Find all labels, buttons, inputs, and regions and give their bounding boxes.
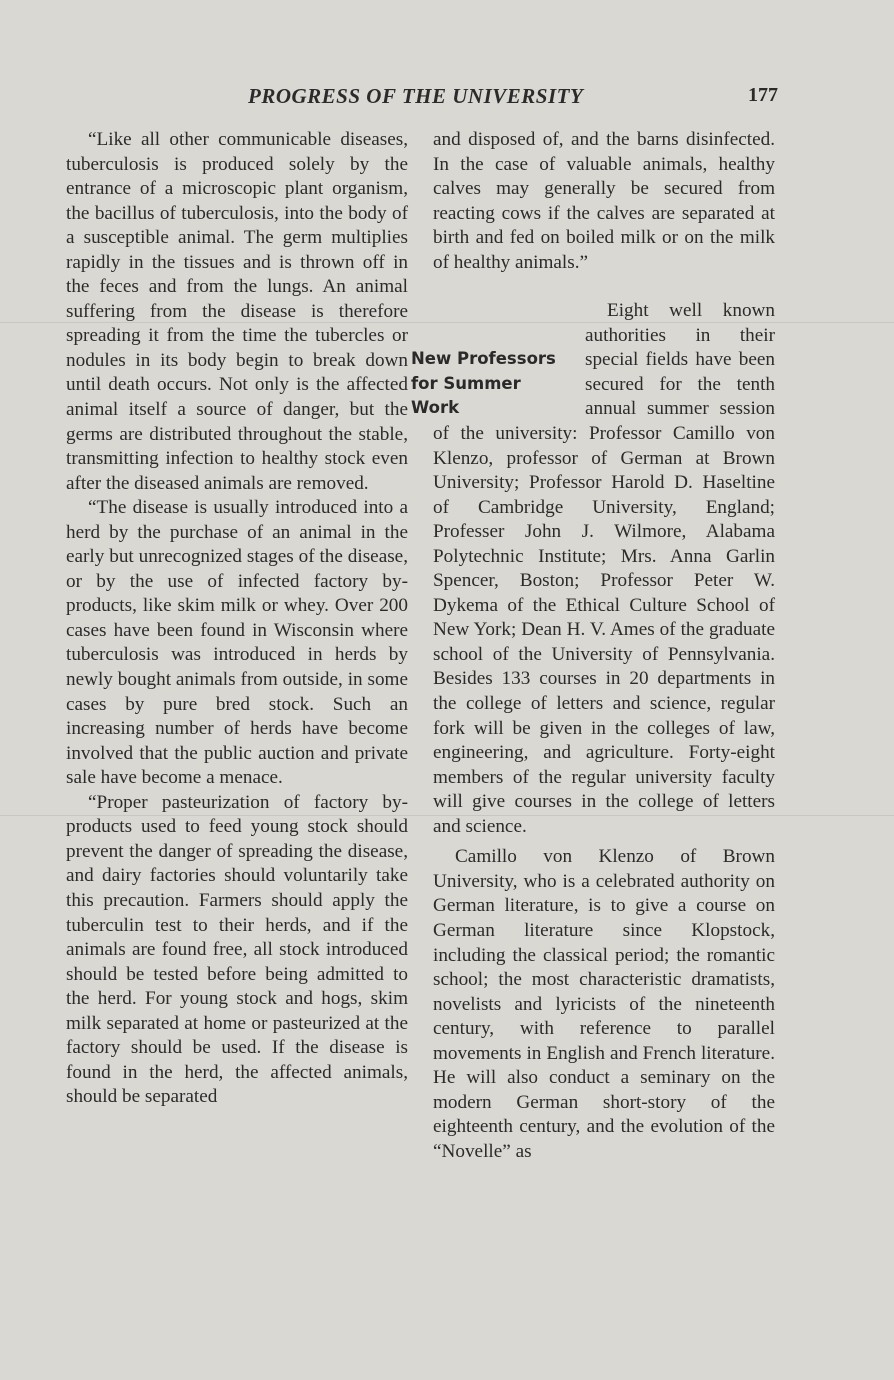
right-column xyxy=(411,128,775,1164)
tuberculosis-paragraph-1: “Like all other communicable diseases, tuberculosis is produced solely by the entrance of a microscopic plant organism, the bacillus of tuberculosis, into the body of a susceptible animal. The germ multiplies rapidly in the tissues and is thrown off in the feces and from the lungs. An animal suffering from the disease is therefore spreading it from the time the tubercles or nodules in its body begin to break down until death occurs. Not only is the affected animal itself a source of danger, but the germs are distributed throughout the stable, transmitting infection to healthy stock even after the diseased animals are removed. xyxy=(66,129,408,494)
page-number: 177 xyxy=(748,84,778,106)
side-heading xyxy=(411,347,579,421)
professors-paragraph xyxy=(411,299,775,839)
side-heading-line: New Professors xyxy=(411,349,556,369)
running-title: PROGRESS OF THE UNIVERSITY xyxy=(248,84,584,108)
left-column xyxy=(66,128,408,1110)
professors-text: Eight well known authorities in their special fields have been secured for the tenth annual summer session of the university: Professor Camillo von Klenzo, professor of German at Brown University; Professor Harold D. Haseltine of Cambridge University, England; Professer John J. Wilmore, Alabama Polytechnic Institute; Mrs. Anna Garlin Spencer, Boston; Professor Peter W. Dykema of the Ethical Culture School of New York; Dean H. V. Ames of the graduate school of the University of Pennsylvania. Besides 133 courses in 20 departments in the college of letters and science, regular fork will be given in the colleges of law, engineering, and agriculture. Forty-eight members of the regular university faculty will give courses in the college of letters and science. xyxy=(433,300,775,837)
page-header xyxy=(248,84,778,114)
side-heading-line: for Summer xyxy=(411,373,521,393)
new-professors-section xyxy=(411,299,775,839)
klenzo-paragraph: Camillo von Klenzo of Brown University, who is a celebrated authority on German literature, is to give a course on German literature since Klopstock, including the classical period; the romantic school; the most characteristic dramatists, novelists and lyricists of the nineteenth century, with reference to parallel movements in English and French literature. He will also conduct a seminary on the modern German short-story of the eighteenth century, and the evolution of the “Novelle” as xyxy=(433,846,775,1162)
side-heading-line: Work xyxy=(411,398,460,418)
section-gap xyxy=(433,275,775,299)
continuation-paragraph: and disposed of, and the barns disinfected. In the case of valuable animals, healthy calves may generally be secured from reacting cows if the calves are separated at birth and fed on boiled milk or on the milk of healthy animals.” xyxy=(433,129,775,273)
tuberculosis-paragraph-3: “Proper pasteurization of factory by-products used to feed young stock should prevent the danger of spreading the disease, and dairy factories should voluntarily take this precaution. Farmers should apply the tuberculin test to their herds, and if the animals are found free, all stock introduced should be tested before being admitted to the herd. For young stock and hogs, skim milk separated at home or pasteurized at the factory should be used. If the disease is found in the herd, the affected animals, should be separated xyxy=(66,791,408,1108)
tuberculosis-paragraph-2: “The disease is usually introduced into a herd by the purchase of an animal in the early but unrecognized stages of the disease, or by the use of infected factory by-products, like skim milk or whey. Over 200 cases have been found in Wisconsin where tuberculosis was introduced in herds by newly bought animals from outside, in some cases by pure bred stock. Such an increasing number of herds have become involved that the public auction and private sale have become a menace. xyxy=(66,497,408,789)
